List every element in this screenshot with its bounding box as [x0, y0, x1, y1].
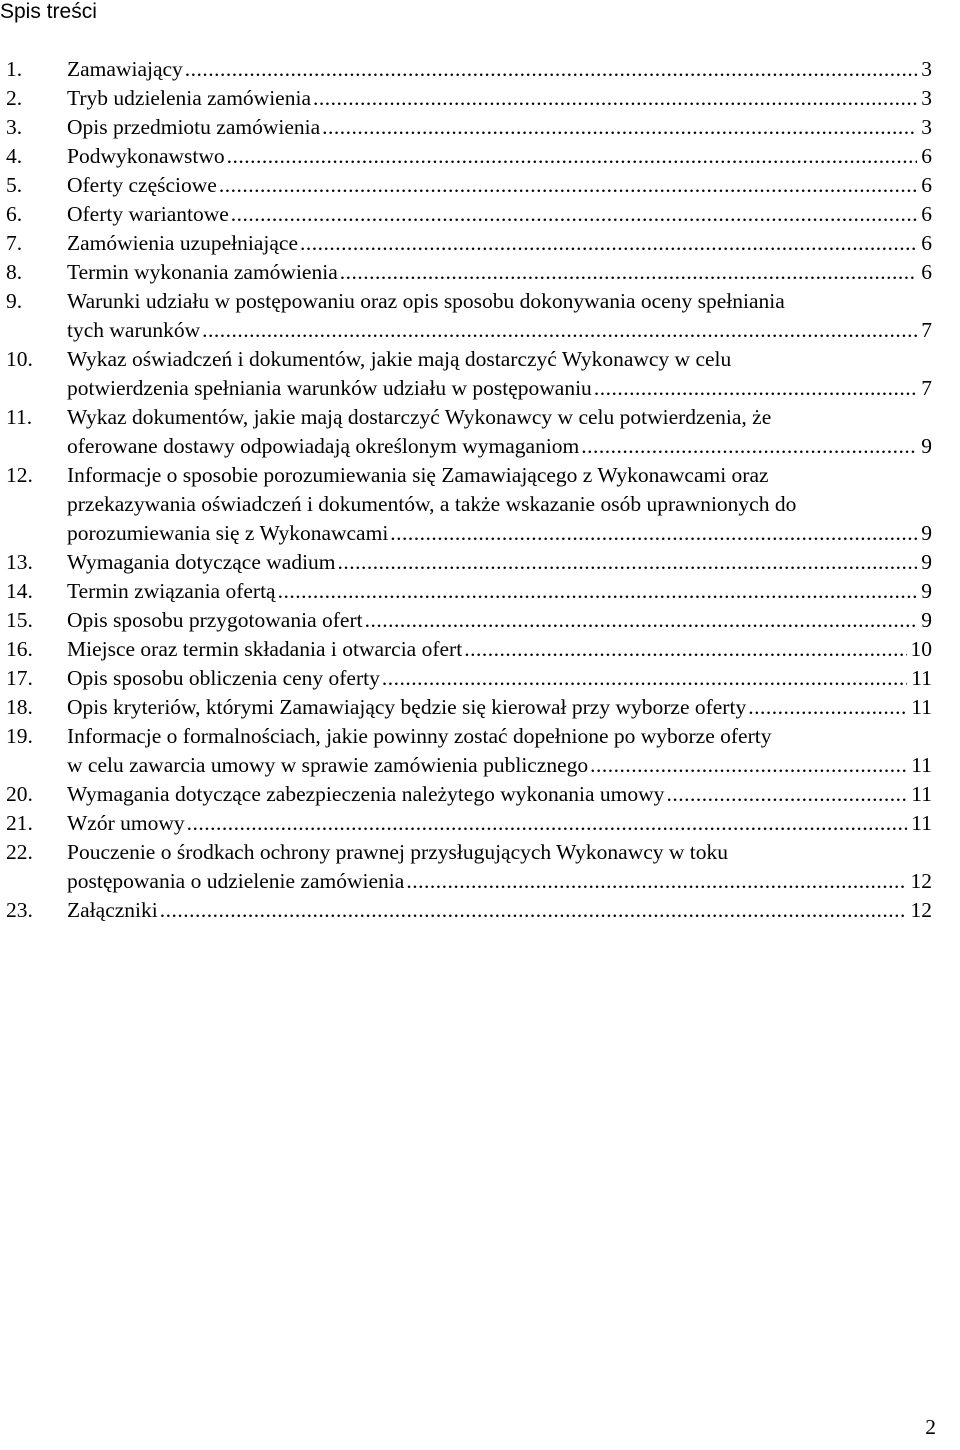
toc-entry-line — [67, 84, 932, 113]
toc-entry-line: Warunki udziału w postępowaniu oraz opis sposobu dokonywania oceny spełniania — [67, 289, 785, 313]
toc-entry[interactable] — [0, 345, 960, 403]
toc-entry[interactable] — [0, 577, 960, 606]
toc-entry-line-text: Zamawiający — [67, 57, 183, 81]
toc-entry-line-text: Termin związania ofertą — [67, 579, 276, 603]
toc-entry-line-text: Wzór umowy — [67, 811, 185, 835]
toc-entry-page: 9 — [917, 606, 932, 635]
dot-leader — [160, 896, 924, 925]
toc-entry-title — [67, 55, 932, 84]
dot-leader — [300, 229, 927, 258]
toc-entry-number: 2. — [6, 86, 23, 110]
toc-entry[interactable] — [0, 838, 960, 896]
toc-entry-line-text: porozumiewania się z Wykonawcami — [67, 521, 389, 545]
toc-entry[interactable] — [0, 896, 960, 925]
toc-entry-page: 11 — [907, 693, 932, 722]
dot-leader — [231, 200, 927, 229]
toc-entry-page: 7 — [917, 316, 932, 345]
toc-entry-page: 12 — [907, 896, 933, 925]
toc-entry-line-text: w celu zawarcia umowy w sprawie zamówienia publicznego — [67, 753, 589, 777]
dot-leader — [338, 548, 928, 577]
toc-entry-page: 9 — [917, 577, 932, 606]
toc-entry-title — [67, 142, 932, 171]
toc-entry[interactable] — [0, 403, 960, 461]
toc-entry[interactable] — [0, 664, 960, 693]
toc-entry-line — [67, 896, 932, 925]
toc-entry-title — [67, 229, 932, 258]
toc-entry-page: 6 — [917, 142, 932, 171]
toc-entry-line — [67, 171, 932, 200]
toc-entry-line: Wykaz dokumentów, jakie mają dostarczyć Wykonawcy w celu potwierdzenia, że — [67, 405, 772, 429]
toc-entry-page: 9 — [917, 432, 932, 461]
toc-entry[interactable] — [0, 200, 960, 229]
toc-entry-page: 6 — [917, 171, 932, 200]
toc-entry-page: 6 — [917, 258, 932, 287]
toc-entry[interactable] — [0, 171, 960, 200]
toc-entry-page: 3 — [917, 113, 932, 142]
toc-entry-line — [67, 432, 932, 461]
dot-leader — [464, 635, 926, 664]
toc-entry-number: 10. — [6, 347, 33, 371]
toc-entry-title — [67, 345, 932, 403]
toc-entry[interactable] — [0, 722, 960, 780]
toc-entry-line — [67, 113, 932, 142]
toc-entry-line — [67, 809, 932, 838]
toc-entry-page: 7 — [917, 374, 932, 403]
toc-entry[interactable] — [0, 113, 960, 142]
dot-leader — [365, 606, 928, 635]
toc-entry-line — [67, 519, 932, 548]
toc-entry-line-text: Podwykonawstwo — [67, 144, 225, 168]
toc-entry-title — [67, 84, 932, 113]
toc-entry[interactable] — [0, 635, 960, 664]
toc-entry-title — [67, 548, 932, 577]
toc-entry-line-text: Opis przedmiotu zamówienia — [67, 115, 321, 139]
dot-leader — [202, 316, 926, 345]
dot-leader — [313, 84, 927, 113]
toc-entry-title — [67, 664, 932, 693]
page-number: 2 — [925, 1415, 936, 1439]
toc-entry-line — [67, 374, 932, 403]
toc-entry-number: 17. — [6, 666, 33, 690]
toc-entry-line-text: Oferty częściowe — [67, 173, 217, 197]
toc-entry[interactable] — [0, 606, 960, 635]
toc-entry[interactable] — [0, 287, 960, 345]
toc-entry-number: 9. — [6, 289, 23, 313]
toc-entry-line — [67, 867, 932, 896]
toc-entry-line: Informacje o formalnościach, jakie powinny zostać dopełnione po wyborze oferty — [67, 724, 772, 748]
dot-leader — [390, 519, 927, 548]
toc-entry-number: 18. — [6, 695, 33, 719]
toc-entry-line-text: Wymagania dotyczące wadium — [67, 550, 336, 574]
toc-entry-line-text: Opis sposobu obliczenia ceny oferty — [67, 666, 380, 690]
toc-entry-line — [67, 606, 932, 635]
toc-entry-number: 1. — [6, 57, 23, 81]
toc-entry-line: Informacje o sposobie porozumiewania się Zamawiającego z Wykonawcami oraz — [67, 463, 769, 487]
toc-entry-number: 19. — [6, 724, 33, 748]
toc-entry-number: 12. — [6, 463, 33, 487]
toc-entry-title — [67, 461, 932, 548]
dot-leader — [322, 113, 927, 142]
toc-entry[interactable] — [0, 548, 960, 577]
toc-entry-page: 3 — [917, 84, 932, 113]
dot-leader — [406, 867, 925, 896]
toc-entry-line — [67, 635, 932, 664]
toc-entry-line — [67, 577, 932, 606]
toc-entry[interactable] — [0, 461, 960, 548]
dot-leader — [227, 142, 927, 171]
toc-entry-number: 16. — [6, 637, 33, 661]
toc-entry-line-text: oferowane dostawy odpowiadają określonym wymaganiom — [67, 434, 580, 458]
dot-leader — [581, 432, 928, 461]
toc-entry[interactable] — [0, 258, 960, 287]
toc-entry-title — [67, 113, 932, 142]
dot-leader — [590, 751, 927, 780]
toc-entry-page: 11 — [907, 751, 932, 780]
toc-list — [0, 55, 960, 925]
toc-entry-title — [67, 635, 932, 664]
toc-entry-line-text: potwierdzenia spełniania warunków udziału w postępowaniu — [67, 376, 592, 400]
toc-entry[interactable] — [0, 229, 960, 258]
toc-entry-page: 11 — [907, 780, 932, 809]
toc-entry-title — [67, 693, 932, 722]
toc-entry-title — [67, 809, 932, 838]
dot-leader — [594, 374, 929, 403]
toc-entry-line-text: Wymagania dotyczące zabezpieczenia należytego wykonania umowy — [67, 782, 665, 806]
toc-entry-line: Pouczenie o środkach ochrony prawnej przysługujących Wykonawcy w toku — [67, 840, 729, 864]
toc-entry-number: 6. — [6, 202, 23, 226]
toc-entry-line — [67, 229, 932, 258]
dot-leader — [748, 693, 928, 722]
toc-entry-line-text: Załączniki — [67, 898, 158, 922]
toc-entry-line-text: Tryb udzielenia zamówienia — [67, 86, 311, 110]
toc-entry[interactable] — [0, 693, 960, 722]
toc-entry-page: 9 — [917, 548, 932, 577]
toc-entry-line-text: tych warunków — [67, 318, 201, 342]
toc-entry-number: 5. — [6, 173, 23, 197]
toc-title: Spis treści — [0, 0, 97, 23]
toc-entry-title — [67, 171, 932, 200]
toc-entry-title — [67, 722, 932, 780]
toc-entry-line — [67, 693, 932, 722]
toc-entry-number: 7. — [6, 231, 23, 255]
toc-entry-number: 14. — [6, 579, 33, 603]
toc-entry-number: 23. — [6, 898, 33, 922]
toc-entry-page: 9 — [917, 519, 932, 548]
toc-entry-number: 3. — [6, 115, 23, 139]
toc-entry-line — [67, 751, 932, 780]
toc-entry-line-text: Termin wykonania zamówienia — [67, 260, 338, 284]
toc-entry[interactable] — [0, 780, 960, 809]
toc-entry-title — [67, 287, 932, 345]
dot-leader — [278, 577, 927, 606]
toc-entry-line — [67, 55, 932, 84]
toc-entry-title — [67, 896, 932, 925]
dot-leader — [187, 809, 924, 838]
toc-entry-number: 22. — [6, 840, 33, 864]
toc-entry-page: 11 — [907, 664, 932, 693]
toc-entry-number: 13. — [6, 550, 33, 574]
toc-entry-number: 15. — [6, 608, 33, 632]
toc-entry-page: 3 — [917, 55, 932, 84]
toc-entry-number: 11. — [6, 405, 33, 429]
toc-entry-line-text: Miejsce oraz termin składania i otwarcia ofert — [67, 637, 463, 661]
toc-entry-number: 8. — [6, 260, 23, 284]
toc-entry-line — [67, 548, 932, 577]
toc-entry-line-text: postępowania o udzielenie zamówienia — [67, 869, 405, 893]
toc-entry-page: 11 — [907, 809, 932, 838]
toc-entry-line — [67, 316, 932, 345]
toc-entry-line — [67, 200, 932, 229]
dot-leader — [219, 171, 927, 200]
toc-entry-line — [67, 664, 932, 693]
toc-entry-line-text: Zamówienia uzupełniające — [67, 231, 299, 255]
toc-entry[interactable] — [0, 55, 960, 84]
toc-entry-page: 12 — [907, 867, 933, 896]
toc-entry-title — [67, 780, 932, 809]
toc-entry-line: przekazywania oświadczeń i dokumentów, a także wskazanie osób uprawnionych do — [67, 492, 797, 516]
toc-entry-page: 6 — [917, 229, 932, 258]
dot-leader — [340, 258, 927, 287]
toc-entry[interactable] — [0, 809, 960, 838]
toc-entry-title — [67, 258, 932, 287]
toc-entry-line — [67, 780, 932, 809]
toc-entry-number: 21. — [6, 811, 33, 835]
toc-entry-title — [67, 838, 932, 896]
toc-entry-title — [67, 606, 932, 635]
toc-entry-line-text: Oferty wariantowe — [67, 202, 229, 226]
toc-entry-line-text: Opis sposobu przygotowania ofert — [67, 608, 363, 632]
toc-entry-page: 10 — [907, 635, 933, 664]
toc-entry-line — [67, 142, 932, 171]
toc-entry-page: 6 — [917, 200, 932, 229]
toc-entry-line: Wykaz oświadczeń i dokumentów, jakie mają dostarczyć Wykonawcy w celu — [67, 347, 732, 371]
dot-leader — [382, 664, 926, 693]
toc-entry-title — [67, 403, 932, 461]
dot-leader — [185, 55, 927, 84]
toc-entry-number: 4. — [6, 144, 23, 168]
dot-leader — [666, 780, 927, 809]
toc-entry[interactable] — [0, 142, 960, 171]
toc-entry-title — [67, 200, 932, 229]
toc-entry-title — [67, 577, 932, 606]
toc-entry[interactable] — [0, 84, 960, 113]
toc-entry-number: 20. — [6, 782, 33, 806]
toc-entry-line — [67, 258, 932, 287]
toc-entry-line-text: Opis kryteriów, którymi Zamawiający będzie się kierował przy wyborze oferty — [67, 695, 747, 719]
